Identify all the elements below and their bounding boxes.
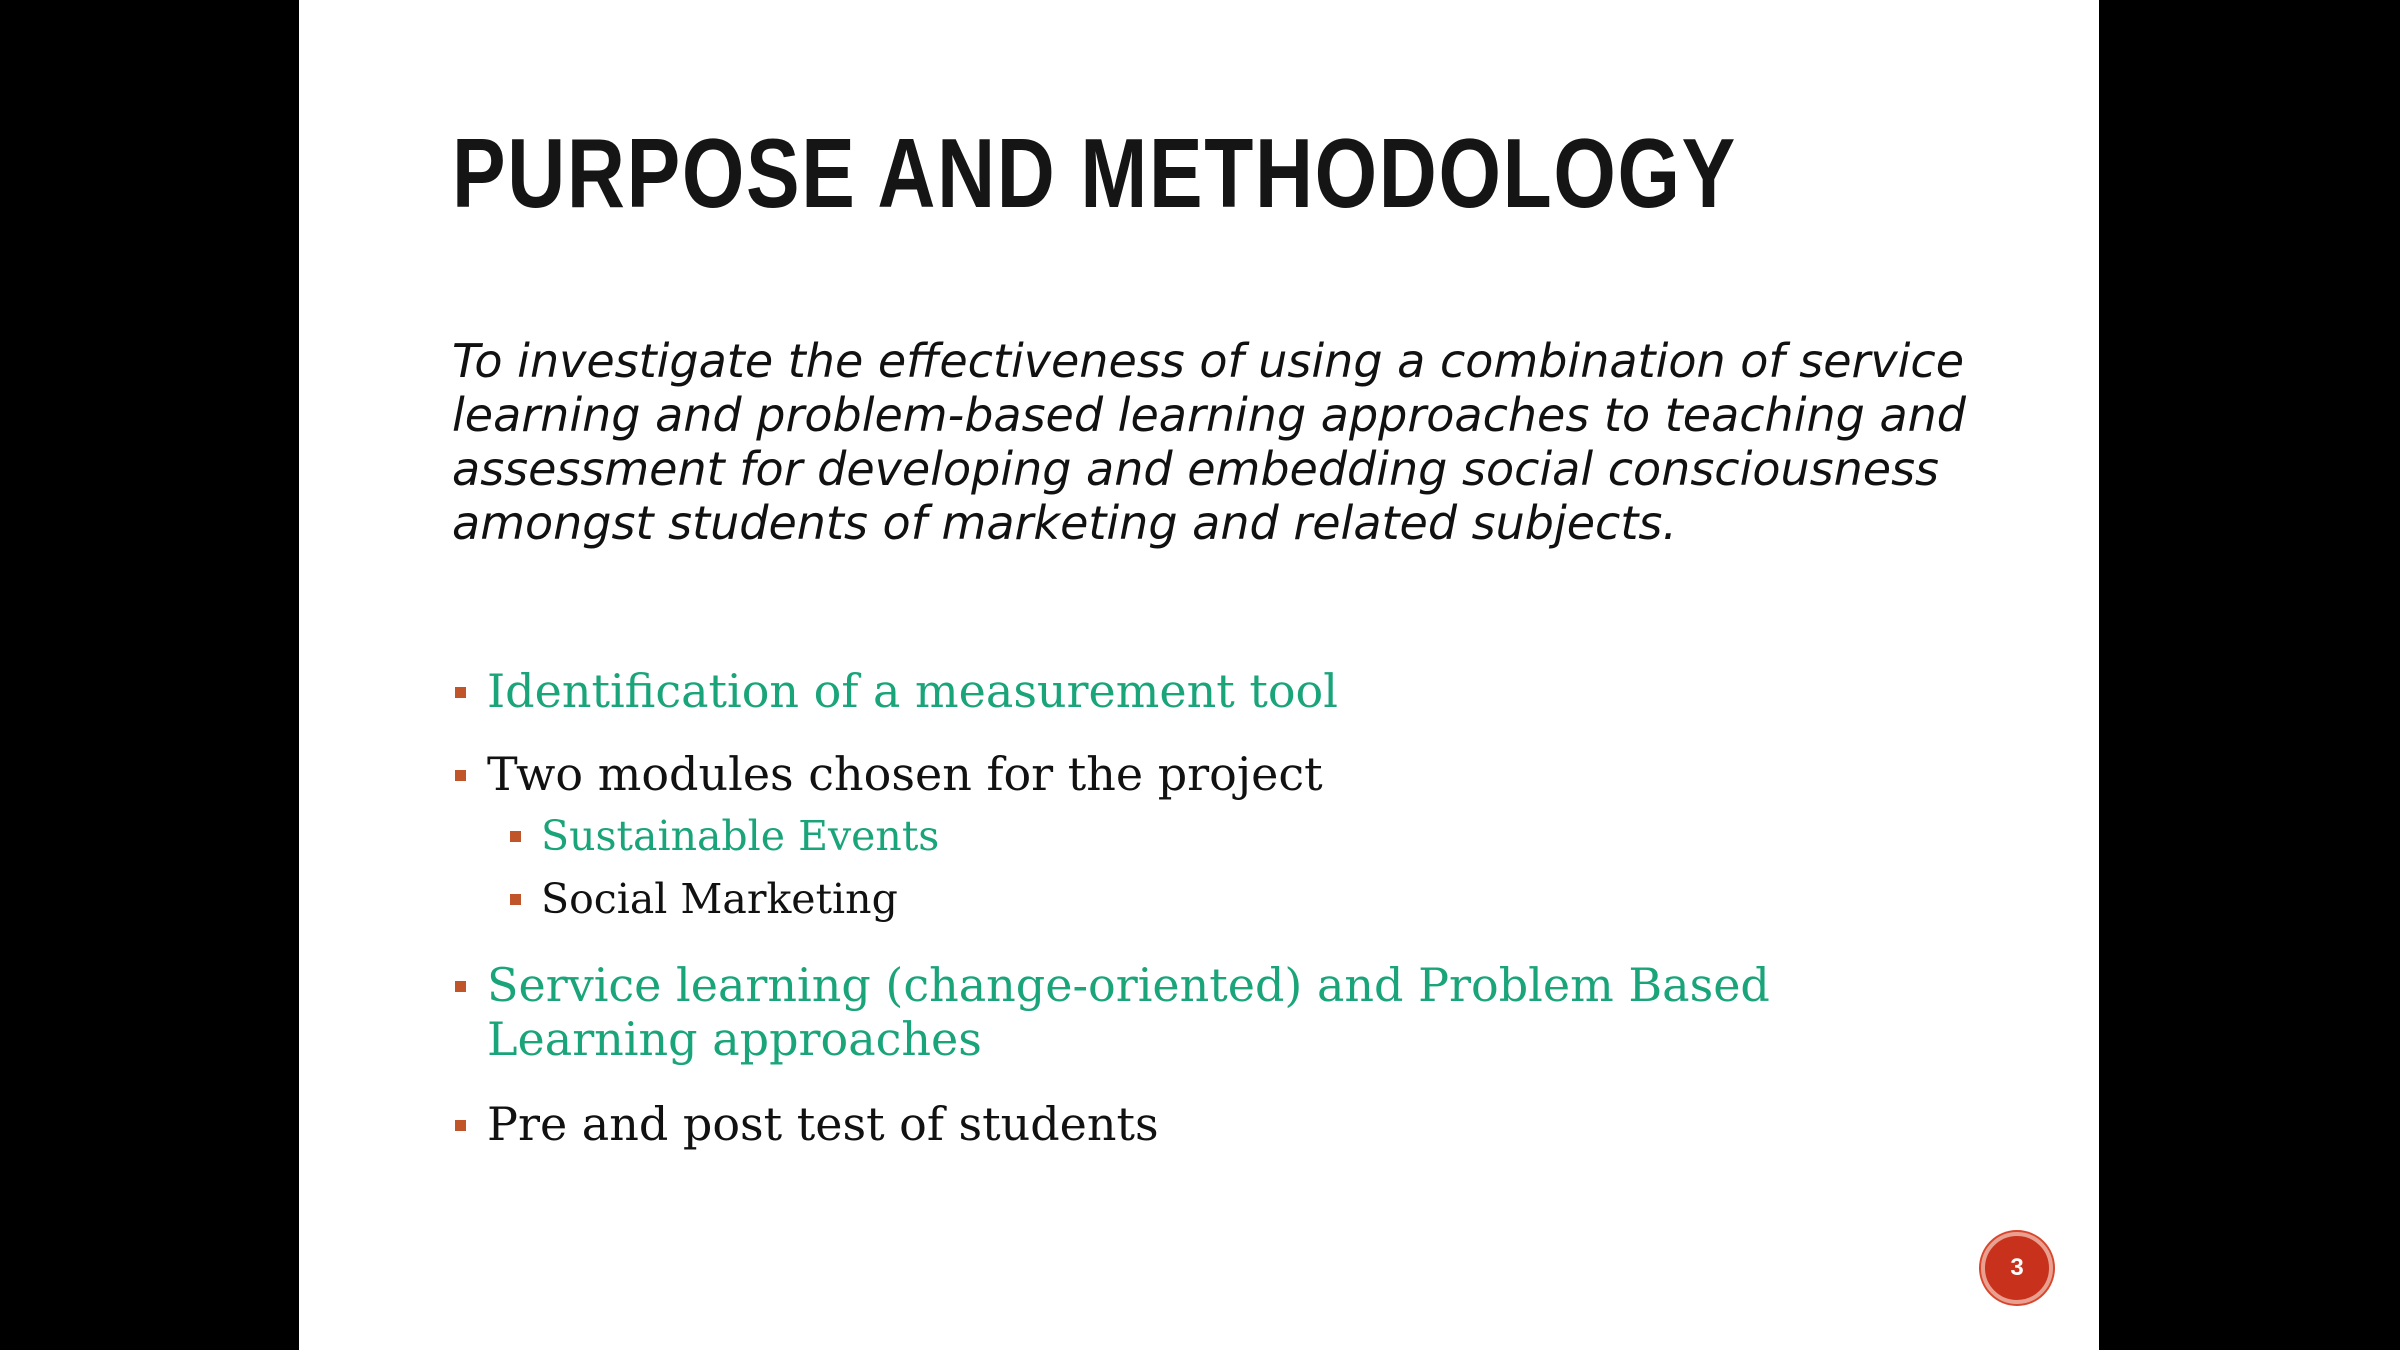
bullet-pre-post-test: Pre and post test of students [487, 1097, 1159, 1151]
sub-bullet-marker-icon [510, 831, 521, 842]
sub-bullet-marker-icon [510, 894, 521, 905]
slide [299, 0, 2099, 1350]
bullet-two-modules: Two modules chosen for the project [487, 747, 1323, 801]
bullet-marker-icon [455, 687, 466, 698]
purpose-statement: To investigate the effectiveness of using a combination of service learning and problem-based learning approaches to teaching and assessment for developing and embedding social consciousness amongst students of marketing and related subjects. [452, 334, 1967, 550]
bullet-marker-icon [455, 1120, 466, 1131]
bullet-marker-icon [455, 770, 466, 781]
sub-bullet-sustainable-events: Sustainable Events [541, 812, 940, 860]
page-number-badge: 3 [1981, 1232, 2053, 1304]
bullet-marker-icon [455, 981, 466, 992]
bullet-service-learning-line1: Service learning (change-oriented) and Problem Based [487, 958, 1770, 1012]
bullet-measurement-tool: Identification of a measurement tool [487, 664, 1338, 718]
bullet-service-learning-line2: Learning approaches [487, 1012, 982, 1066]
sub-bullet-social-marketing: Social Marketing [541, 875, 898, 923]
slide-title: PURPOSE AND METHODOLOGY [452, 118, 1737, 228]
